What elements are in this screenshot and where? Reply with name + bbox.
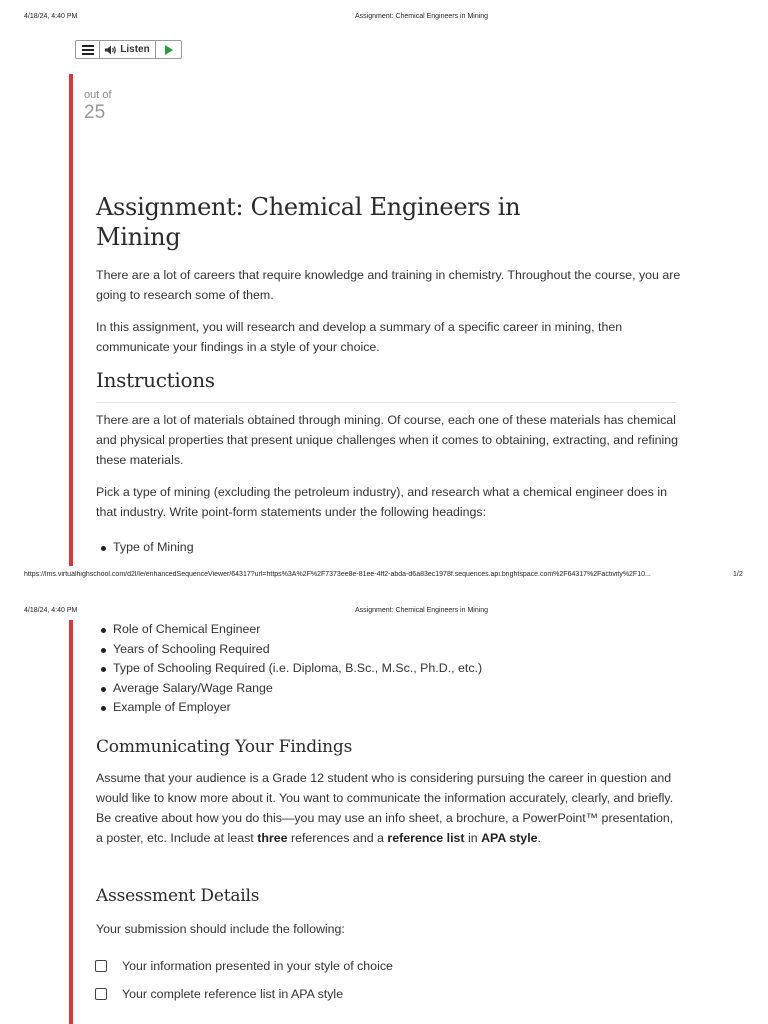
accent-bar: [69, 74, 73, 566]
page-title: Assignment: Chemical Engineers in Mining: [96, 193, 521, 251]
communicating-text: references and a: [287, 831, 388, 845]
checkbox[interactable]: [95, 988, 107, 1000]
instructions-heading: Instructions: [96, 368, 215, 392]
communicating-text: in: [464, 831, 482, 845]
score-box: [84, 89, 112, 124]
communicating-paragraph: [96, 768, 681, 848]
list-item: Type of Schooling Required (i.e. Diploma, B.Sc., M.Sc., Ph.D., etc.): [96, 659, 482, 679]
print-footer-page-number: 1/2: [733, 571, 743, 578]
checklist-item: [95, 987, 343, 1001]
emphasis-reference-list: reference list: [387, 831, 465, 845]
checkbox[interactable]: [95, 960, 107, 972]
communicating-heading: Communicating Your Findings: [96, 737, 353, 757]
read-aloud-toolbar: [75, 40, 182, 59]
play-button[interactable]: [156, 41, 181, 58]
list-item: Example of Employer: [96, 698, 482, 718]
print-footer-url: https://lms.virtualhighschool.com/d2l/le/enhancedSequenceViewer/64317?url=https%3A%2F%2F7373ee8e-81ee-4ff2-abda-d6a83ec1978f.sequences.api.brightspace.com%2F64317%2Factivity%2F10...: [24, 571, 651, 578]
score-label: out of: [84, 89, 112, 101]
list-item: Years of Schooling Required: [96, 640, 482, 660]
toolbar-menu-button[interactable]: [76, 41, 100, 58]
instructions-paragraph: There are a lot of materials obtained through mining. Of course, each one of these materials has chemical and physical properties that present unique challenges when it comes to obtaining, extracting, and refining these materials.: [96, 413, 679, 467]
checklist-item: [95, 959, 393, 973]
checklist-label: Your complete reference list in APA style: [122, 987, 344, 1001]
listen-button[interactable]: [100, 41, 156, 58]
assessment-intro: Your submission should include the following:: [96, 922, 345, 936]
checklist-label: Your information presented in your style of choice: [122, 959, 393, 973]
emphasis-apa-style: APA style: [481, 831, 538, 845]
heading-divider: [96, 402, 676, 403]
print-header-datetime: 4/18/24, 4:40 PM: [24, 607, 78, 614]
hamburger-icon: [82, 45, 94, 55]
score-value: 25: [84, 102, 106, 123]
headings-list: [96, 538, 194, 558]
list-item: Type of Mining: [96, 538, 194, 558]
instructions-paragraph: Pick a type of mining (excluding the petroleum industry), and research what a chemical engineer does in that industry. Write point-form statements under the following headings:: [96, 485, 667, 519]
communicating-text: Assume that your audience is a Grade 12 student who is considering pursuing the career in question and would like to know more about it. You want to communicate the information accurately, clearly, and briefly. Be creative about how you do this—you may use an info sheet, a brochure, a PowerPoint™ presentation, a poster, etc. Include at least: [96, 771, 674, 845]
listen-label: Listen: [120, 44, 150, 55]
assessment-heading: Assessment Details: [96, 886, 260, 906]
intro-paragraph: There are a lot of careers that require knowledge and training in chemistry. Throughout the course, you are going to research some of them.: [96, 268, 681, 302]
emphasis-three: three: [257, 831, 288, 845]
print-header-datetime: 4/18/24, 4:40 PM: [24, 13, 78, 20]
list-item: Role of Chemical Engineer: [96, 620, 482, 640]
speaker-icon: [105, 45, 117, 55]
play-icon: [165, 45, 173, 55]
print-header-title: Assignment: Chemical Engineers in Mining: [355, 607, 489, 614]
print-header-title: Assignment: Chemical Engineers in Mining: [355, 13, 489, 20]
communicating-text: .: [537, 831, 541, 845]
headings-list: [96, 620, 482, 718]
accent-bar: [69, 620, 73, 1024]
intro-paragraph: In this assignment, you will research and develop a summary of a specific career in mining, then communicate your findings in a style of your choice.: [96, 320, 623, 354]
list-item: Average Salary/Wage Range: [96, 679, 482, 699]
